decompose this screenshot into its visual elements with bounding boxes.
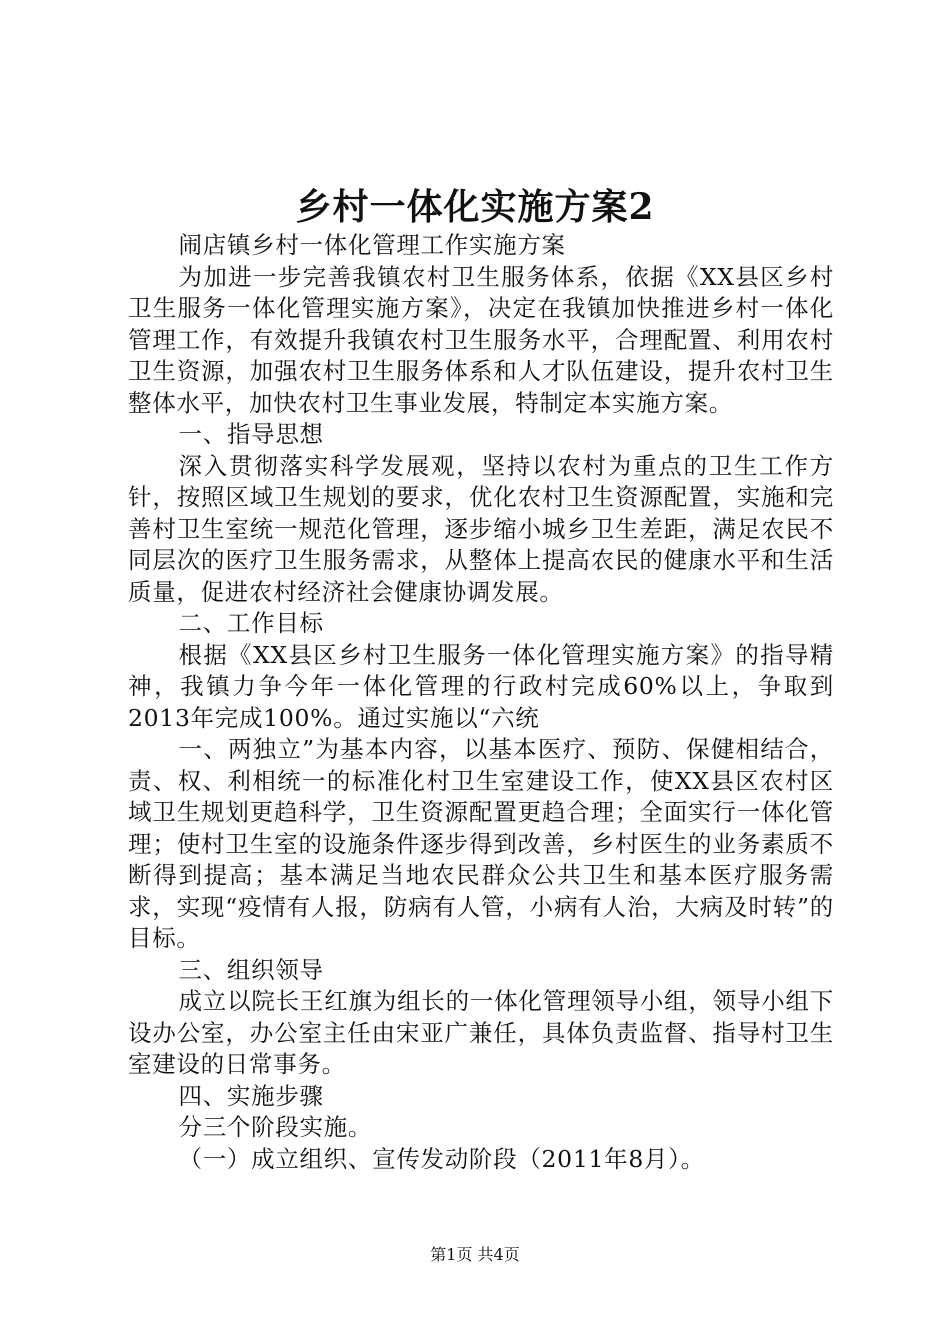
section-heading-steps: 四、实施步骤 — [178, 1081, 324, 1110]
section-heading-organization: 三、组织领导 — [178, 955, 324, 984]
paragraph-subtitle: 闹店镇乡村一体化管理工作实施方案 — [178, 231, 566, 259]
paragraph-stage-one: （一）成立组织、宣传发动阶段（2011年8月）。 — [178, 1144, 705, 1173]
page-number-footer: 第1页 共4页 — [430, 1245, 520, 1264]
paragraph-work-goals-continued: 一、两独立”为基本内容，以基本医疗、预防、保健相结合，责、权、利相统一的标准化村卫生室建设工作，使XX县区农村区域卫生规划更趋科学，卫生资源配置更趋合理；全面实行一体化管理；使村卫生室的设施条件逐步得到改善，乡村医生的业务素质不断得到提高；基本满足当地农民群众公共卫生和基本医疗服务需求，实现“疫情有人报，防病有人管，小病有人治，大病及时转”的目标。 — [128, 735, 834, 952]
paragraph-organization: 成立以院长王红旗为组长的一体化管理领导小组，领导小组下设办公室，办公室主任由宋亚广兼任，具体负责监督、指导村卫生室建设的日常事务。 — [128, 987, 834, 1078]
paragraph-steps: 分三个阶段实施。 — [178, 1113, 373, 1141]
paragraph-guiding-thought: 深入贯彻落实科学发展观，坚持以农村为重点的卫生工作方针，按照区域卫生规划的要求，优化农村卫生资源配置，实施和完善村卫生室统一规范化管理，逐步缩小城乡卫生差距，满足农民不同层次的医疗卫生服务需求，从整体上提高农民的健康水平和生活质量，促进农村经济社会健康协调发展。 — [128, 451, 834, 606]
section-heading-guiding-thought: 一、指导思想 — [178, 420, 324, 448]
paragraph-work-goals: 根据《XX县区乡村卫生服务一体化管理实施方案》的指导精神，我镇力争今年一体化管理的行政村完成60%以上，争取到2013年完成100%。通过实施以“六统 — [128, 640, 834, 732]
paragraph-intro: 为加进一步完善我镇农村卫生服务体系，依据《XX县区乡村卫生服务一体化管理实施方案》，决定在我镇加快推进乡村一体化管理工作，有效提升我镇农村卫生服务水平，合理配置、利用农村卫生资源，加强农村卫生服务体系和人才队伍建设，提升农村卫生整体水平，加快农村卫生事业发展，特制定本实施方案。 — [128, 262, 834, 417]
document-body — [128, 230, 834, 1175]
document-title: 乡村一体化实施方案2 — [295, 186, 655, 228]
section-heading-work-goals: 二、工作目标 — [178, 609, 324, 637]
